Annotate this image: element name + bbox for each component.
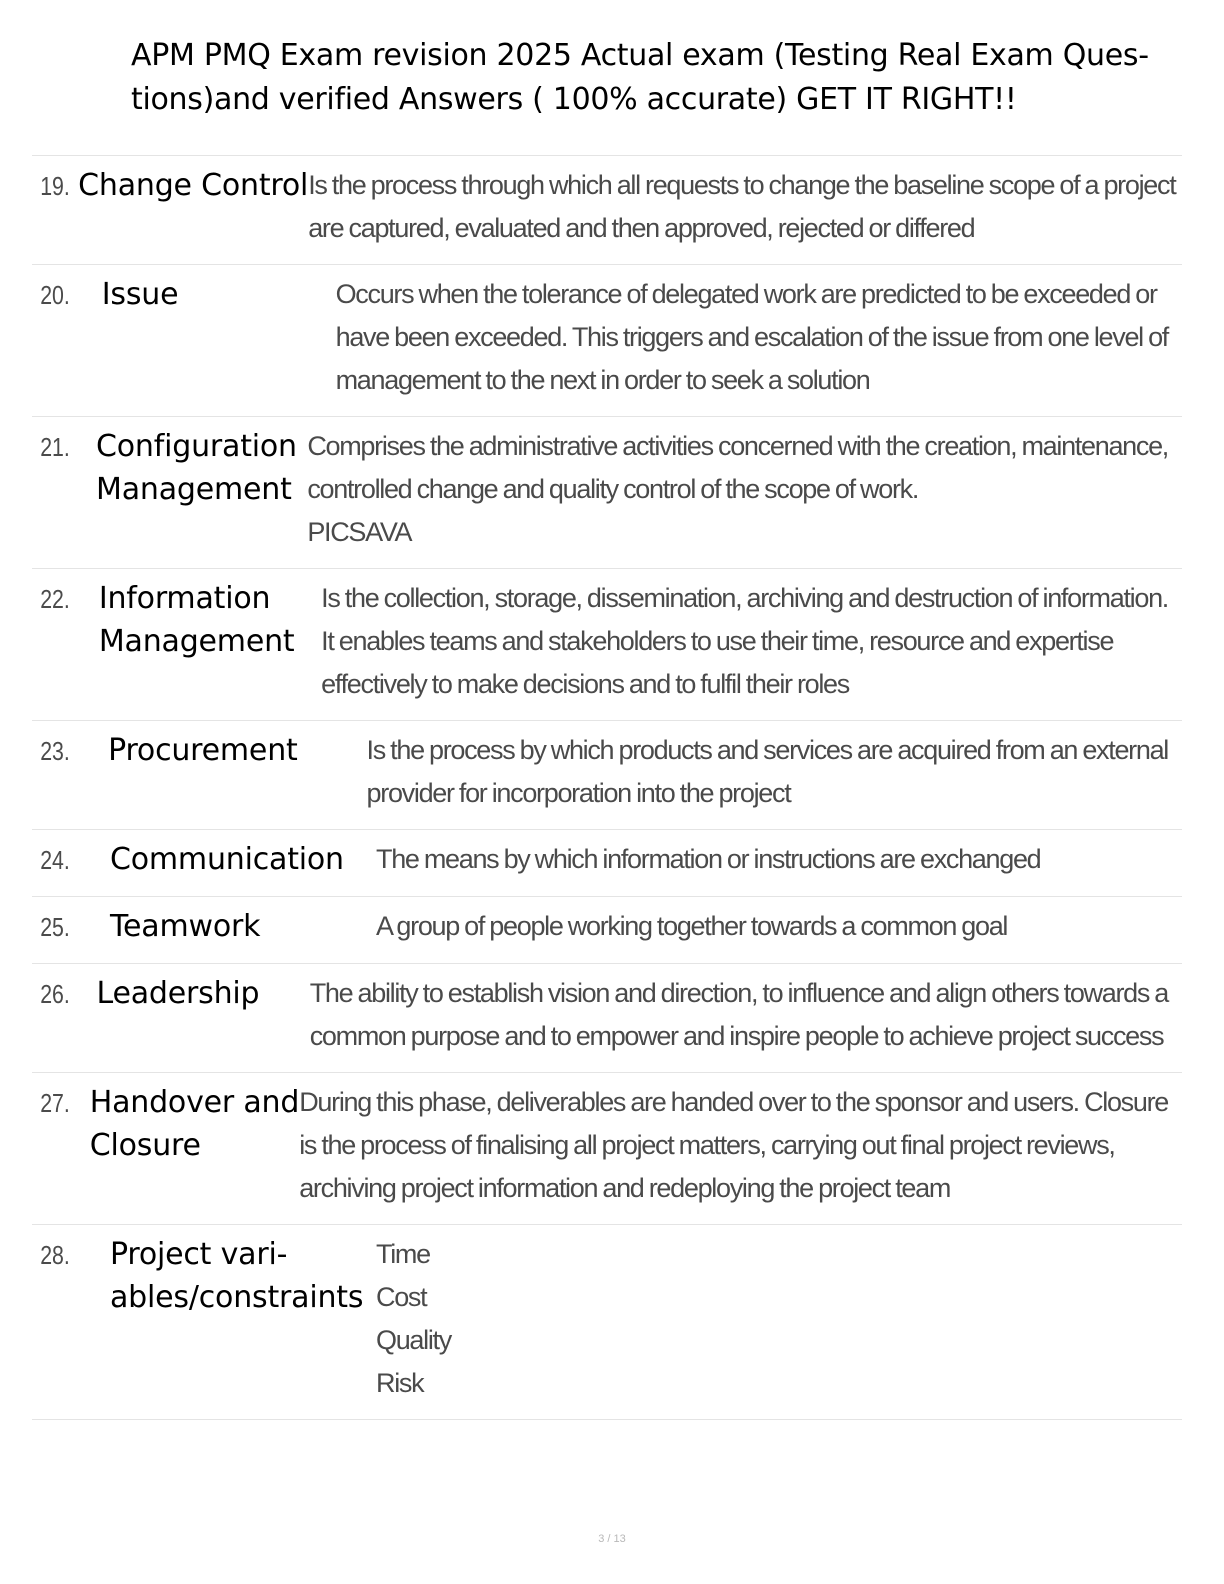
definition-line: common purpose and to empower and inspire people to achieve project success [309, 1021, 1164, 1051]
row-term [96, 425, 307, 511]
page-number: 3 / 13 [598, 1533, 626, 1545]
table-row [32, 569, 1182, 721]
term-line: Teamwork [110, 909, 261, 944]
definition-line: Is the process through which all requests to change the baseline scope of a project [308, 170, 1176, 200]
row-number: 24. [40, 845, 70, 875]
row-definition [321, 577, 1182, 706]
definition-line: Risk [376, 1368, 424, 1398]
definition-line: are captured, evaluated and then approved, rejected or differed [308, 213, 975, 243]
row-number: 22. [40, 584, 70, 614]
document-title [131, 34, 1171, 122]
row-number: 20. [40, 280, 70, 310]
row-definition [310, 972, 1182, 1058]
row-number: 25. [40, 912, 70, 942]
term-line: Management [96, 472, 292, 507]
definition-line: is the process of finalising all project matters, carrying out final project reviews, [299, 1130, 1115, 1160]
definition-line: Cost [376, 1282, 427, 1312]
row-definition [367, 729, 1182, 815]
term-line: Project vari- [110, 1237, 288, 1272]
title-line: tions)and verified Answers ( 100% accurate) GET IT RIGHT!! [131, 82, 1017, 117]
row-number: 23. [40, 736, 70, 766]
term-line: Communication [110, 842, 344, 877]
definition-line: Comprises the administrative activities concerned with the creation, maintenance, [307, 431, 1168, 461]
term-line: ables/constraints [110, 1280, 364, 1315]
definition-line: It enables teams and stakeholders to use their time, resource and expertise [321, 626, 1114, 656]
definition-line: The means by which information or instructions are exchanged [376, 844, 1041, 874]
table-row [32, 721, 1182, 830]
definition-line: Quality [376, 1325, 451, 1355]
definition-line: archiving project information and redeploying the project team [299, 1173, 951, 1203]
term-line: Issue [101, 277, 179, 312]
row-number: 19. [40, 171, 70, 201]
term-line: Configuration [96, 429, 297, 464]
row-number: 28. [40, 1240, 70, 1270]
row-definition [308, 164, 1189, 250]
row-term [90, 1081, 299, 1167]
definition-line: A group of people working together towards a common goal [376, 911, 1008, 941]
row-number: 21. [40, 432, 70, 462]
definition-line: have been exceeded. This triggers and escalation of the issue from one level of [335, 322, 1168, 352]
term-line: Management [98, 624, 295, 659]
table-row [32, 1225, 1182, 1420]
row-term [97, 972, 310, 1015]
term-line: Leadership [96, 976, 260, 1011]
row-number: 26. [40, 979, 70, 1009]
title-line: APM PMQ Exam revision 2025 Actual exam (Testing Real Exam Ques- [131, 38, 1149, 73]
row-definition [336, 273, 1182, 402]
table-row [32, 830, 1182, 897]
row-term [110, 1233, 376, 1319]
definition-line: Occurs when the tolerance of delegated work are predicted to be exceeded or [335, 279, 1157, 309]
term-line: Handover and [89, 1085, 300, 1120]
table-row [32, 1073, 1182, 1225]
definition-line: controlled change and quality control of the scope of work. [307, 474, 919, 504]
term-line: Closure [89, 1128, 201, 1163]
definition-line: The ability to establish vision and direction, to influence and align others towards a [309, 978, 1168, 1008]
row-definition [376, 838, 1182, 881]
glossary-table [32, 155, 1182, 1420]
row-term [110, 905, 376, 948]
row-definition [376, 905, 1182, 948]
definition-line: provider for incorporation into the project [366, 778, 791, 808]
table-row [32, 417, 1182, 569]
table-row [32, 964, 1182, 1073]
row-number: 27. [40, 1088, 70, 1118]
row-term [99, 577, 321, 663]
term-line: Procurement [108, 733, 298, 768]
definition-line: PICSAVA [307, 517, 412, 547]
definition-line: During this phase, deliverables are handed over to the sponsor and users. Closure [299, 1087, 1168, 1117]
row-definition [299, 1081, 1182, 1210]
definition-line: effectively to make decisions and to fulfil their roles [321, 669, 849, 699]
row-term [110, 838, 376, 881]
table-row [32, 156, 1182, 265]
row-term [108, 729, 366, 772]
row-definition [376, 1233, 1182, 1405]
definition-line: Is the process by which products and services are acquired from an external [366, 735, 1168, 765]
row-term [78, 164, 308, 207]
row-term [102, 273, 336, 316]
row-definition [307, 425, 1182, 554]
table-row [32, 265, 1182, 417]
definition-line: Is the collection, storage, dissemination, archiving and destruction of information. [321, 583, 1168, 613]
definition-line: management to the next in order to seek a solution [335, 365, 870, 395]
definition-line: Time [376, 1239, 430, 1269]
table-row [32, 897, 1182, 964]
term-line: Information [98, 581, 271, 616]
term-line: Change Control [78, 168, 309, 203]
